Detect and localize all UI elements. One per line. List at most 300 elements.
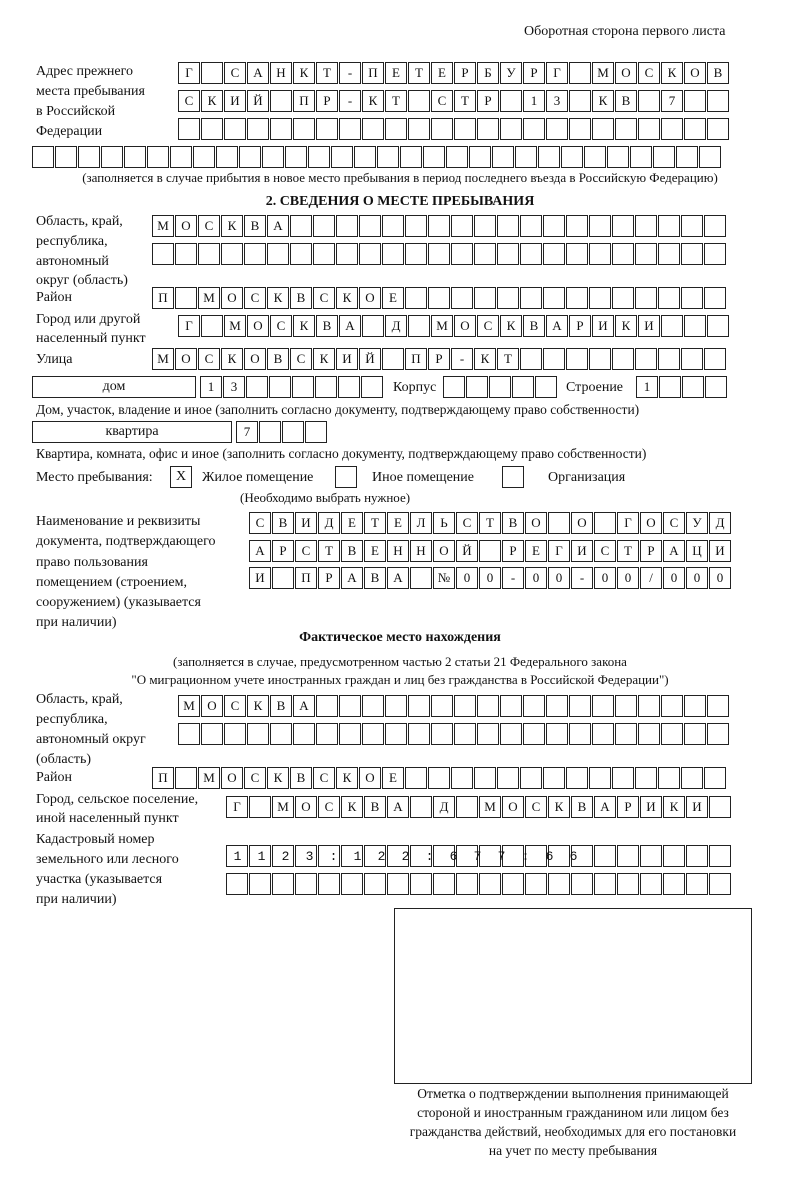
char-cell[interactable]: [612, 767, 634, 789]
city-cells[interactable]: [178, 315, 730, 338]
char-cell[interactable]: Л: [410, 512, 432, 534]
char-cell[interactable]: Г: [548, 540, 570, 562]
char-cell[interactable]: [293, 723, 315, 745]
char-cell[interactable]: 0: [548, 567, 570, 589]
char-cell[interactable]: М: [272, 796, 294, 818]
char-cell[interactable]: [520, 243, 542, 265]
char-cell[interactable]: [543, 243, 565, 265]
char-cell[interactable]: А: [663, 540, 685, 562]
char-cell[interactable]: [681, 215, 703, 237]
char-cell[interactable]: [638, 723, 660, 745]
char-cell[interactable]: [566, 287, 588, 309]
char-cell[interactable]: [249, 873, 271, 895]
char-cell[interactable]: Т: [364, 512, 386, 534]
char-cell[interactable]: [198, 243, 220, 265]
char-cell[interactable]: К: [267, 287, 289, 309]
char-cell[interactable]: [405, 215, 427, 237]
char-cell[interactable]: С: [178, 90, 200, 112]
char-cell[interactable]: [684, 315, 706, 337]
char-cell[interactable]: С: [224, 695, 246, 717]
char-cell[interactable]: И: [640, 796, 662, 818]
char-cell[interactable]: [661, 695, 683, 717]
char-cell[interactable]: О: [684, 62, 706, 84]
char-cell[interactable]: И: [249, 567, 271, 589]
char-cell[interactable]: [681, 243, 703, 265]
char-cell[interactable]: [382, 243, 404, 265]
char-cell[interactable]: В: [290, 767, 312, 789]
char-cell[interactable]: [178, 723, 200, 745]
char-cell[interactable]: [477, 723, 499, 745]
char-cell[interactable]: [285, 146, 307, 168]
char-cell[interactable]: [270, 723, 292, 745]
char-cell[interactable]: [497, 215, 519, 237]
char-cell[interactable]: [272, 567, 294, 589]
char-cell[interactable]: -: [571, 567, 593, 589]
char-cell[interactable]: Т: [316, 62, 338, 84]
char-cell[interactable]: 0: [617, 567, 639, 589]
char-cell[interactable]: [535, 376, 557, 398]
char-cell[interactable]: И: [638, 315, 660, 337]
char-cell[interactable]: Р: [640, 540, 662, 562]
char-cell[interactable]: [267, 243, 289, 265]
char-cell[interactable]: Д: [433, 796, 455, 818]
char-cell[interactable]: К: [293, 315, 315, 337]
char-cell[interactable]: [318, 873, 340, 895]
char-cell[interactable]: [474, 767, 496, 789]
char-cell[interactable]: Г: [178, 62, 200, 84]
char-cell[interactable]: Б: [477, 62, 499, 84]
char-cell[interactable]: [594, 845, 616, 867]
char-cell[interactable]: О: [295, 796, 317, 818]
char-cell[interactable]: [543, 348, 565, 370]
char-cell[interactable]: М: [152, 348, 174, 370]
char-cell[interactable]: М: [592, 62, 614, 84]
char-cell[interactable]: М: [198, 767, 220, 789]
char-cell[interactable]: [410, 796, 432, 818]
char-cell[interactable]: [466, 376, 488, 398]
char-cell[interactable]: [615, 723, 637, 745]
char-cell[interactable]: [635, 767, 657, 789]
char-cell[interactable]: П: [405, 348, 427, 370]
char-cell[interactable]: -: [502, 567, 524, 589]
char-cell[interactable]: [500, 695, 522, 717]
char-cell[interactable]: [410, 873, 432, 895]
char-cell[interactable]: [454, 723, 476, 745]
char-cell[interactable]: [400, 146, 422, 168]
char-cell[interactable]: К: [500, 315, 522, 337]
char-cell[interactable]: [221, 243, 243, 265]
char-cell[interactable]: 7: [661, 90, 683, 112]
char-cell[interactable]: [520, 215, 542, 237]
char-cell[interactable]: Е: [385, 62, 407, 84]
char-cell[interactable]: [500, 723, 522, 745]
char-cell[interactable]: [362, 723, 384, 745]
char-cell[interactable]: В: [316, 315, 338, 337]
char-cell[interactable]: [290, 243, 312, 265]
char-cell[interactable]: [428, 767, 450, 789]
char-cell[interactable]: [638, 118, 660, 140]
previous-address-row-1[interactable]: [178, 62, 730, 85]
char-cell[interactable]: [612, 215, 634, 237]
char-cell[interactable]: [705, 376, 727, 398]
char-cell[interactable]: [525, 873, 547, 895]
char-cell[interactable]: [339, 695, 361, 717]
char-cell[interactable]: [331, 146, 353, 168]
char-cell[interactable]: [615, 118, 637, 140]
char-cell[interactable]: [709, 873, 731, 895]
char-cell[interactable]: [249, 796, 271, 818]
char-cell[interactable]: Ц: [686, 540, 708, 562]
char-cell[interactable]: [635, 243, 657, 265]
char-cell[interactable]: К: [267, 767, 289, 789]
char-cell[interactable]: [707, 118, 729, 140]
char-cell[interactable]: М: [479, 796, 501, 818]
char-cell[interactable]: Й: [359, 348, 381, 370]
char-cell[interactable]: Г: [546, 62, 568, 84]
char-cell[interactable]: [684, 118, 706, 140]
char-cell[interactable]: [178, 118, 200, 140]
char-cell[interactable]: [292, 376, 314, 398]
char-cell[interactable]: [175, 767, 197, 789]
char-cell[interactable]: [676, 146, 698, 168]
char-cell[interactable]: [659, 376, 681, 398]
previous-address-row-2[interactable]: [178, 90, 730, 113]
char-cell[interactable]: [336, 243, 358, 265]
char-cell[interactable]: [520, 348, 542, 370]
char-cell[interactable]: С: [525, 796, 547, 818]
char-cell[interactable]: [336, 215, 358, 237]
char-cell[interactable]: И: [686, 796, 708, 818]
char-cell[interactable]: [385, 723, 407, 745]
document-row-3[interactable]: [249, 567, 732, 590]
char-cell[interactable]: [446, 146, 468, 168]
char-cell[interactable]: П: [293, 90, 315, 112]
char-cell[interactable]: П: [295, 567, 317, 589]
char-cell[interactable]: [290, 215, 312, 237]
char-cell[interactable]: [523, 118, 545, 140]
char-cell[interactable]: Р: [318, 567, 340, 589]
char-cell[interactable]: [454, 118, 476, 140]
char-cell[interactable]: 1: [636, 376, 658, 398]
char-cell[interactable]: К: [247, 695, 269, 717]
region-row-1[interactable]: [152, 215, 727, 238]
char-cell[interactable]: [523, 723, 545, 745]
char-cell[interactable]: [661, 118, 683, 140]
char-cell[interactable]: [607, 146, 629, 168]
char-cell[interactable]: [226, 873, 248, 895]
char-cell[interactable]: [489, 376, 511, 398]
char-cell[interactable]: [428, 243, 450, 265]
char-cell[interactable]: [638, 90, 660, 112]
char-cell[interactable]: А: [546, 315, 568, 337]
char-cell[interactable]: Е: [364, 540, 386, 562]
char-cell[interactable]: [408, 695, 430, 717]
char-cell[interactable]: Д: [385, 315, 407, 337]
char-cell[interactable]: [497, 243, 519, 265]
char-cell[interactable]: [124, 146, 146, 168]
char-cell[interactable]: [661, 723, 683, 745]
char-cell[interactable]: [500, 118, 522, 140]
char-cell[interactable]: [638, 695, 660, 717]
char-cell[interactable]: [479, 873, 501, 895]
char-cell[interactable]: К: [548, 796, 570, 818]
document-row-2[interactable]: [249, 540, 732, 563]
char-cell[interactable]: А: [339, 315, 361, 337]
char-cell[interactable]: К: [341, 796, 363, 818]
char-cell[interactable]: [55, 146, 77, 168]
char-cell[interactable]: И: [592, 315, 614, 337]
apartment-type-field[interactable]: квартира: [32, 421, 232, 443]
char-cell[interactable]: [354, 146, 376, 168]
char-cell[interactable]: [474, 287, 496, 309]
char-cell[interactable]: К: [221, 348, 243, 370]
char-cell[interactable]: 0: [709, 567, 731, 589]
char-cell[interactable]: К: [615, 315, 637, 337]
char-cell[interactable]: Н: [410, 540, 432, 562]
char-cell[interactable]: [502, 873, 524, 895]
char-cell[interactable]: [617, 873, 639, 895]
char-cell[interactable]: А: [387, 567, 409, 589]
char-cell[interactable]: Г: [226, 796, 248, 818]
char-cell[interactable]: [339, 723, 361, 745]
char-cell[interactable]: О: [640, 512, 662, 534]
char-cell[interactable]: О: [433, 540, 455, 562]
char-cell[interactable]: Р: [428, 348, 450, 370]
char-cell[interactable]: Р: [569, 315, 591, 337]
char-cell[interactable]: [704, 348, 726, 370]
char-cell[interactable]: С: [456, 512, 478, 534]
char-cell[interactable]: [247, 118, 269, 140]
char-cell[interactable]: [339, 118, 361, 140]
char-cell[interactable]: Д: [318, 512, 340, 534]
char-cell[interactable]: [707, 315, 729, 337]
char-cell[interactable]: [175, 243, 197, 265]
char-cell[interactable]: Т: [479, 512, 501, 534]
char-cell[interactable]: [681, 287, 703, 309]
char-cell[interactable]: А: [594, 796, 616, 818]
char-cell[interactable]: [362, 695, 384, 717]
char-cell[interactable]: С: [477, 315, 499, 337]
char-cell[interactable]: [681, 767, 703, 789]
char-cell[interactable]: [359, 215, 381, 237]
char-cell[interactable]: [640, 873, 662, 895]
char-cell[interactable]: [433, 873, 455, 895]
street-cells[interactable]: [152, 348, 727, 371]
char-cell[interactable]: [635, 348, 657, 370]
char-cell[interactable]: [152, 243, 174, 265]
char-cell[interactable]: [635, 287, 657, 309]
char-cell[interactable]: С: [224, 62, 246, 84]
char-cell[interactable]: [270, 118, 292, 140]
char-cell[interactable]: В: [290, 287, 312, 309]
char-cell[interactable]: [707, 90, 729, 112]
char-cell[interactable]: Е: [525, 540, 547, 562]
char-cell[interactable]: [548, 512, 570, 534]
char-cell[interactable]: К: [336, 287, 358, 309]
char-cell[interactable]: [589, 243, 611, 265]
char-cell[interactable]: [546, 118, 568, 140]
char-cell[interactable]: [361, 376, 383, 398]
cadastral-row-2[interactable]: [226, 873, 732, 896]
char-cell[interactable]: О: [359, 287, 381, 309]
char-cell[interactable]: [201, 723, 223, 745]
char-cell[interactable]: А: [247, 62, 269, 84]
char-cell[interactable]: [569, 90, 591, 112]
char-cell[interactable]: [686, 873, 708, 895]
char-cell[interactable]: В: [615, 90, 637, 112]
char-cell[interactable]: [658, 287, 680, 309]
char-cell[interactable]: И: [571, 540, 593, 562]
char-cell[interactable]: А: [267, 215, 289, 237]
char-cell[interactable]: [410, 567, 432, 589]
char-cell[interactable]: [681, 348, 703, 370]
char-cell[interactable]: -: [451, 348, 473, 370]
char-cell[interactable]: Т: [454, 90, 476, 112]
char-cell[interactable]: [423, 146, 445, 168]
char-cell[interactable]: [538, 146, 560, 168]
char-cell[interactable]: [589, 348, 611, 370]
char-cell[interactable]: О: [244, 348, 266, 370]
previous-address-row-4[interactable]: [32, 146, 722, 169]
char-cell[interactable]: Р: [502, 540, 524, 562]
char-cell[interactable]: [658, 348, 680, 370]
char-cell[interactable]: [405, 287, 427, 309]
char-cell[interactable]: С: [270, 315, 292, 337]
char-cell[interactable]: [682, 376, 704, 398]
char-cell[interactable]: Т: [617, 540, 639, 562]
char-cell[interactable]: И: [709, 540, 731, 562]
char-cell[interactable]: К: [661, 62, 683, 84]
char-cell[interactable]: [428, 287, 450, 309]
char-cell[interactable]: [469, 146, 491, 168]
char-cell[interactable]: [589, 767, 611, 789]
house-type-field[interactable]: дом: [32, 376, 196, 398]
char-cell[interactable]: [101, 146, 123, 168]
char-cell[interactable]: [431, 695, 453, 717]
char-cell[interactable]: [239, 146, 261, 168]
char-cell[interactable]: К: [592, 90, 614, 112]
char-cell[interactable]: [259, 421, 281, 443]
char-cell[interactable]: [566, 767, 588, 789]
char-cell[interactable]: [684, 90, 706, 112]
char-cell[interactable]: [566, 348, 588, 370]
char-cell[interactable]: [704, 767, 726, 789]
char-cell[interactable]: [316, 695, 338, 717]
char-cell[interactable]: В: [341, 540, 363, 562]
char-cell[interactable]: [364, 873, 386, 895]
char-cell[interactable]: 0: [663, 567, 685, 589]
char-cell[interactable]: В: [364, 567, 386, 589]
char-cell[interactable]: [362, 118, 384, 140]
char-cell[interactable]: [612, 287, 634, 309]
char-cell[interactable]: [658, 767, 680, 789]
char-cell[interactable]: [523, 695, 545, 717]
char-cell[interactable]: [617, 845, 639, 867]
char-cell[interactable]: Й: [247, 90, 269, 112]
char-cell[interactable]: [699, 146, 721, 168]
char-cell[interactable]: К: [201, 90, 223, 112]
char-cell[interactable]: [385, 695, 407, 717]
char-cell[interactable]: К: [221, 215, 243, 237]
char-cell[interactable]: К: [336, 767, 358, 789]
char-cell[interactable]: [684, 723, 706, 745]
char-cell[interactable]: Е: [387, 512, 409, 534]
char-cell[interactable]: Р: [477, 90, 499, 112]
char-cell[interactable]: [405, 767, 427, 789]
char-cell[interactable]: [546, 723, 568, 745]
char-cell[interactable]: [543, 215, 565, 237]
char-cell[interactable]: [247, 723, 269, 745]
char-cell[interactable]: [295, 873, 317, 895]
char-cell[interactable]: [272, 873, 294, 895]
char-cell[interactable]: Р: [316, 90, 338, 112]
char-cell[interactable]: П: [152, 767, 174, 789]
char-cell[interactable]: [170, 146, 192, 168]
char-cell[interactable]: С: [313, 767, 335, 789]
char-cell[interactable]: [520, 287, 542, 309]
char-cell[interactable]: [566, 215, 588, 237]
char-cell[interactable]: [497, 767, 519, 789]
char-cell[interactable]: [500, 90, 522, 112]
char-cell[interactable]: И: [295, 512, 317, 534]
actual-region-row-1[interactable]: [178, 695, 730, 718]
char-cell[interactable]: [201, 62, 223, 84]
char-cell[interactable]: [147, 146, 169, 168]
char-cell[interactable]: К: [362, 90, 384, 112]
char-cell[interactable]: [658, 215, 680, 237]
char-cell[interactable]: С: [431, 90, 453, 112]
char-cell[interactable]: А: [249, 540, 271, 562]
char-cell[interactable]: [428, 215, 450, 237]
building-cells[interactable]: [636, 376, 728, 399]
char-cell[interactable]: С: [295, 540, 317, 562]
char-cell[interactable]: [456, 796, 478, 818]
char-cell[interactable]: [707, 695, 729, 717]
char-cell[interactable]: [316, 723, 338, 745]
char-cell[interactable]: [548, 873, 570, 895]
char-cell[interactable]: [451, 243, 473, 265]
char-cell[interactable]: О: [201, 695, 223, 717]
char-cell[interactable]: К: [313, 348, 335, 370]
char-cell[interactable]: В: [364, 796, 386, 818]
char-cell[interactable]: [385, 118, 407, 140]
char-cell[interactable]: [474, 215, 496, 237]
char-cell[interactable]: [308, 146, 330, 168]
char-cell[interactable]: В: [272, 512, 294, 534]
char-cell[interactable]: [443, 376, 465, 398]
char-cell[interactable]: [709, 796, 731, 818]
char-cell[interactable]: Д: [709, 512, 731, 534]
char-cell[interactable]: А: [341, 567, 363, 589]
char-cell[interactable]: [315, 376, 337, 398]
char-cell[interactable]: [244, 243, 266, 265]
char-cell[interactable]: [592, 118, 614, 140]
char-cell[interactable]: [431, 118, 453, 140]
char-cell[interactable]: [408, 90, 430, 112]
char-cell[interactable]: [431, 723, 453, 745]
char-cell[interactable]: [492, 146, 514, 168]
korpus-cells[interactable]: [443, 376, 558, 399]
char-cell[interactable]: [569, 695, 591, 717]
char-cell[interactable]: [566, 243, 588, 265]
char-cell[interactable]: [282, 421, 304, 443]
char-cell[interactable]: [520, 767, 542, 789]
char-cell[interactable]: С: [198, 348, 220, 370]
char-cell[interactable]: [589, 287, 611, 309]
char-cell[interactable]: В: [267, 348, 289, 370]
char-cell[interactable]: В: [523, 315, 545, 337]
char-cell[interactable]: [408, 118, 430, 140]
